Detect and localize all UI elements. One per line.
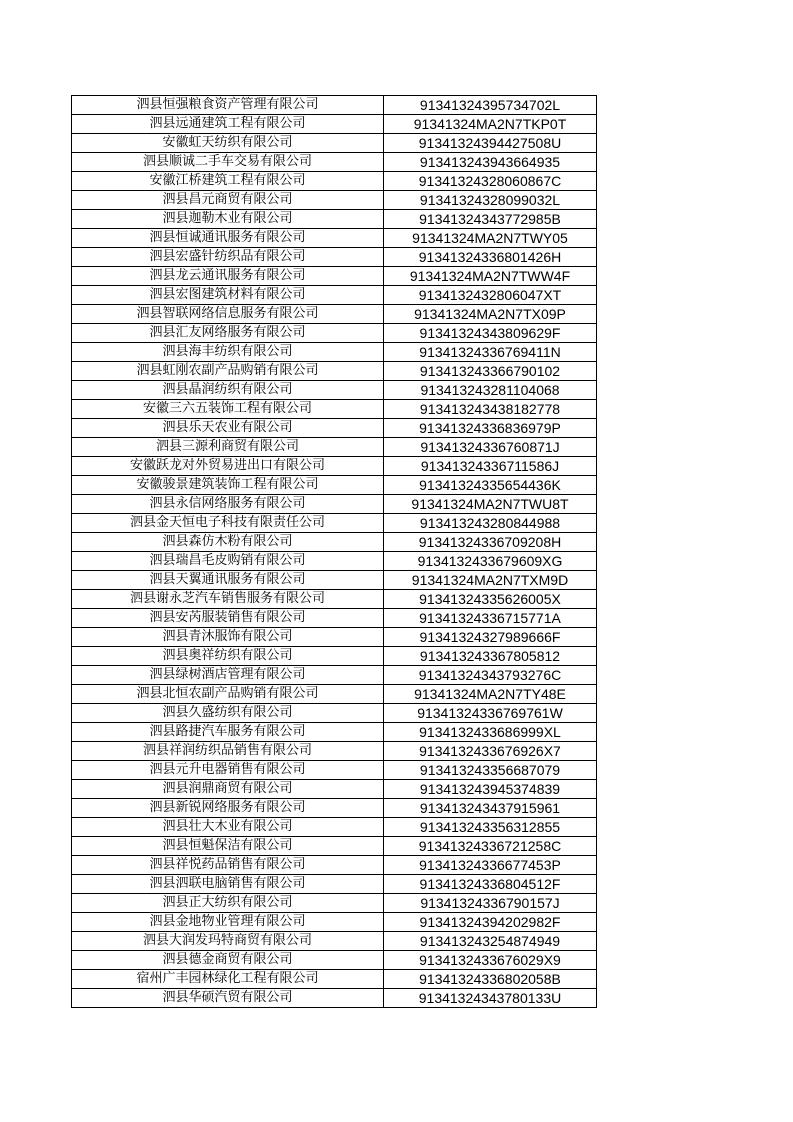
company-name-cell: 泗县新锐网络服务有限公司 xyxy=(72,799,384,818)
company-name-cell: 泗县迦勒木业有限公司 xyxy=(72,210,384,229)
credit-code-cell: 91341324336769411N xyxy=(384,343,597,362)
credit-code-cell: 9134132433676029X9 xyxy=(384,951,597,970)
credit-code-cell: 913413243254874949 xyxy=(384,932,597,951)
table-row xyxy=(72,343,597,362)
table-row xyxy=(72,951,597,970)
credit-code-cell: 91341324MA2N7TWW4F xyxy=(384,267,597,286)
company-name-cell: 泗县顺诚二手车交易有限公司 xyxy=(72,153,384,172)
company-name-cell: 泗县海丰纺织有限公司 xyxy=(72,343,384,362)
company-name-cell: 泗县昌元商贸有限公司 xyxy=(72,191,384,210)
company-name-cell: 泗县宏盛针纺织品有限公司 xyxy=(72,248,384,267)
credit-code-cell: 913413243356312855 xyxy=(384,818,597,837)
credit-code-cell: 9134132433686999XL xyxy=(384,723,597,742)
table-row xyxy=(72,362,597,381)
credit-code-cell: 913413243281104068 xyxy=(384,381,597,400)
table-row xyxy=(72,210,597,229)
company-name-cell: 泗县晶润纺织有限公司 xyxy=(72,381,384,400)
table-row xyxy=(72,647,597,666)
company-name-cell: 泗县恒魁保洁有限公司 xyxy=(72,837,384,856)
table-row xyxy=(72,115,597,134)
company-name-cell: 泗县久盛纺织有限公司 xyxy=(72,704,384,723)
company-name-cell: 泗县龙云通讯服务有限公司 xyxy=(72,267,384,286)
company-name-cell: 泗县乐天农业有限公司 xyxy=(72,419,384,438)
credit-code-cell: 91341324394202982F xyxy=(384,913,597,932)
table-row xyxy=(72,837,597,856)
credit-code-cell: 913413243367805812 xyxy=(384,647,597,666)
table-row xyxy=(72,153,597,172)
credit-code-cell: 91341324336711586J xyxy=(384,457,597,476)
credit-code-cell: 91341324MA2N7TKP0T xyxy=(384,115,597,134)
table-row xyxy=(72,704,597,723)
company-name-cell: 泗县正大纺织有限公司 xyxy=(72,894,384,913)
table-row xyxy=(72,305,597,324)
table-row xyxy=(72,685,597,704)
table-row xyxy=(72,248,597,267)
company-name-cell: 泗县祥润纺织品销售有限公司 xyxy=(72,742,384,761)
table-row xyxy=(72,134,597,153)
table-row xyxy=(72,989,597,1008)
table-row xyxy=(72,571,597,590)
table-body xyxy=(72,96,597,1008)
credit-code-cell: 91341324343772985B xyxy=(384,210,597,229)
credit-code-cell: 913413243943664935 xyxy=(384,153,597,172)
company-name-cell: 泗县谢永芝汽车销售服务有限公司 xyxy=(72,590,384,609)
company-name-cell: 泗县大润发玛特商贸有限公司 xyxy=(72,932,384,951)
table-row xyxy=(72,723,597,742)
credit-code-cell: 9134132433679609XG xyxy=(384,552,597,571)
company-name-cell: 泗县三源利商贸有限公司 xyxy=(72,438,384,457)
company-name-cell: 泗县祥悦药品销售有限公司 xyxy=(72,856,384,875)
table-row xyxy=(72,495,597,514)
table-row xyxy=(72,286,597,305)
company-name-cell: 泗县永信网络服务有限公司 xyxy=(72,495,384,514)
table-row xyxy=(72,932,597,951)
credit-code-cell: 91341324328060867C xyxy=(384,172,597,191)
company-registry-table xyxy=(71,95,597,1008)
company-name-cell: 安徽骏景建筑装饰工程有限公司 xyxy=(72,476,384,495)
table-row xyxy=(72,666,597,685)
table-row xyxy=(72,438,597,457)
table-row xyxy=(72,457,597,476)
company-name-cell: 泗县元升电器销售有限公司 xyxy=(72,761,384,780)
credit-code-cell: 91341324MA2N7TWY05 xyxy=(384,229,597,248)
table-row xyxy=(72,552,597,571)
credit-code-cell: 913413243366790102 xyxy=(384,362,597,381)
company-name-cell: 泗县泗联电脑销售有限公司 xyxy=(72,875,384,894)
credit-code-cell: 91341324343793276C xyxy=(384,666,597,685)
table-row xyxy=(72,172,597,191)
credit-code-cell: 91341324335626005X xyxy=(384,590,597,609)
credit-code-cell: 91341324336804512F xyxy=(384,875,597,894)
credit-code-cell: 91341324395734702L xyxy=(384,96,597,115)
credit-code-cell: 91341324343780133U xyxy=(384,989,597,1008)
table-row xyxy=(72,590,597,609)
table-row xyxy=(72,533,597,552)
company-name-cell: 泗县德金商贸有限公司 xyxy=(72,951,384,970)
company-name-cell: 泗县奥祥纺织有限公司 xyxy=(72,647,384,666)
table-row xyxy=(72,400,597,419)
table-row xyxy=(72,267,597,286)
company-name-cell: 泗县智联网络信息服务有限公司 xyxy=(72,305,384,324)
table-row xyxy=(72,742,597,761)
company-name-cell: 泗县金天恒电子科技有限责任公司 xyxy=(72,514,384,533)
company-name-cell: 泗县虹刚农副产品购销有限公司 xyxy=(72,362,384,381)
company-name-cell: 泗县远通建筑工程有限公司 xyxy=(72,115,384,134)
credit-code-cell: 9134132432806047XT xyxy=(384,286,597,305)
credit-code-cell: 9134132433676926X7 xyxy=(384,742,597,761)
credit-code-cell: 91341324336790157J xyxy=(384,894,597,913)
credit-code-cell: 913413243945374839 xyxy=(384,780,597,799)
credit-code-cell: 91341324336769761W xyxy=(384,704,597,723)
credit-code-cell: 91341324336802058B xyxy=(384,970,597,989)
credit-code-cell: 913413243438182778 xyxy=(384,400,597,419)
credit-code-cell: 91341324MA2N7TWU8T xyxy=(384,495,597,514)
credit-code-cell: 91341324335654436K xyxy=(384,476,597,495)
table-row xyxy=(72,324,597,343)
company-name-cell: 泗县壮大木业有限公司 xyxy=(72,818,384,837)
table-row xyxy=(72,229,597,248)
table-row xyxy=(72,894,597,913)
credit-code-cell: 91341324MA2N7TX09P xyxy=(384,305,597,324)
company-name-cell: 泗县天翼通讯服务有限公司 xyxy=(72,571,384,590)
company-name-cell: 泗县汇友网络服务有限公司 xyxy=(72,324,384,343)
table-row xyxy=(72,609,597,628)
company-name-cell: 宿州广丰园林绿化工程有限公司 xyxy=(72,970,384,989)
company-name-cell: 泗县润鼎商贸有限公司 xyxy=(72,780,384,799)
company-name-cell: 安徽跃龙对外贸易进出口有限公司 xyxy=(72,457,384,476)
company-name-cell: 泗县恒诚通讯服务有限公司 xyxy=(72,229,384,248)
company-name-cell: 泗县北恒农副产品购销有限公司 xyxy=(72,685,384,704)
company-name-cell: 泗县恒强粮食资产管理有限公司 xyxy=(72,96,384,115)
credit-code-cell: 913413243437915961 xyxy=(384,799,597,818)
company-name-cell: 泗县瑞昌毛皮购销有限公司 xyxy=(72,552,384,571)
credit-code-cell: 91341324336709208H xyxy=(384,533,597,552)
credit-code-cell: 91341324MA2N7TY48E xyxy=(384,685,597,704)
credit-code-cell: 91341324343809629F xyxy=(384,324,597,343)
table-row xyxy=(72,96,597,115)
credit-code-cell: 91341324336760871J xyxy=(384,438,597,457)
table-row xyxy=(72,875,597,894)
table-row xyxy=(72,818,597,837)
company-name-cell: 泗县绿树酒店管理有限公司 xyxy=(72,666,384,685)
company-name-cell: 泗县青沐服饰有限公司 xyxy=(72,628,384,647)
credit-code-cell: 91341324MA2N7TXM9D xyxy=(384,571,597,590)
table-row xyxy=(72,856,597,875)
company-name-cell: 泗县金地物业管理有限公司 xyxy=(72,913,384,932)
table-row xyxy=(72,514,597,533)
credit-code-cell: 91341324328099032L xyxy=(384,191,597,210)
company-name-cell: 泗县森仿木粉有限公司 xyxy=(72,533,384,552)
table-row xyxy=(72,628,597,647)
table-row xyxy=(72,913,597,932)
company-name-cell: 安徽三六五装饰工程有限公司 xyxy=(72,400,384,419)
company-name-cell: 安徽江桥建筑工程有限公司 xyxy=(72,172,384,191)
table-row xyxy=(72,970,597,989)
table-row xyxy=(72,799,597,818)
table-row xyxy=(72,761,597,780)
table-row xyxy=(72,191,597,210)
credit-code-cell: 913413243356687079 xyxy=(384,761,597,780)
table-row xyxy=(72,476,597,495)
credit-code-cell: 91341324394427508U xyxy=(384,134,597,153)
company-name-cell: 安徽虹天纺织有限公司 xyxy=(72,134,384,153)
credit-code-cell: 91341324336715771A xyxy=(384,609,597,628)
credit-code-cell: 91341324336721258C xyxy=(384,837,597,856)
table-row xyxy=(72,381,597,400)
credit-code-cell: 91341324336801426H xyxy=(384,248,597,267)
table-row xyxy=(72,780,597,799)
company-name-cell: 泗县华硕汽贸有限公司 xyxy=(72,989,384,1008)
credit-code-cell: 91341324336677453P xyxy=(384,856,597,875)
credit-code-cell: 91341324327989666F xyxy=(384,628,597,647)
credit-code-cell: 91341324336836979P xyxy=(384,419,597,438)
company-name-cell: 泗县安芮服装销售有限公司 xyxy=(72,609,384,628)
credit-code-cell: 913413243280844988 xyxy=(384,514,597,533)
table-row xyxy=(72,419,597,438)
company-name-cell: 泗县路捷汽车服务有限公司 xyxy=(72,723,384,742)
company-name-cell: 泗县宏图建筑材料有限公司 xyxy=(72,286,384,305)
